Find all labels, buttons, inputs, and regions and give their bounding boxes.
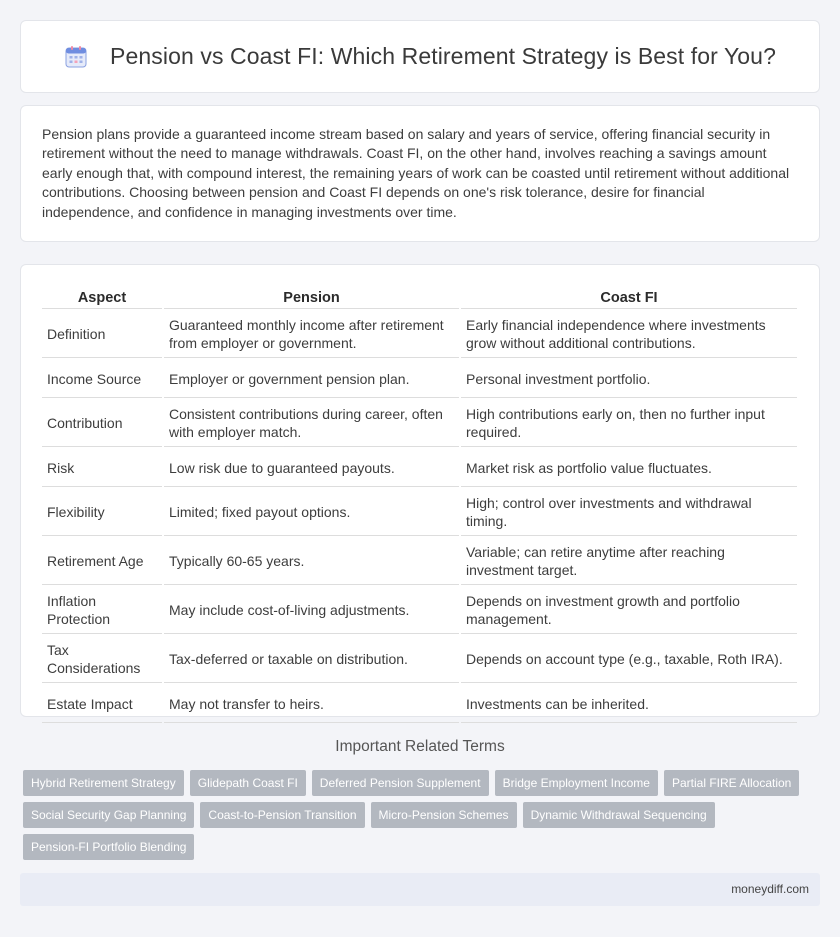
coast-fi-cell: Market risk as portfolio value fluctuates. [461,449,797,487]
aspect-cell: Flexibility [42,489,162,536]
pension-cell: Employer or government pension plan. [164,360,459,398]
coast-fi-cell: Depends on account type (e.g., taxable, Roth IRA). [461,636,797,683]
page-title: Pension vs Coast FI: Which Retirement Strategy is Best for You? [110,43,776,69]
table-row [42,360,797,398]
term-tag[interactable]: Micro-Pension Schemes [371,802,517,828]
pension-cell: May not transfer to heirs. [164,685,459,723]
footer-site-link[interactable]: moneydiff.com [731,882,809,896]
aspect-cell: Income Source [42,360,162,398]
header-pension: Pension [164,287,459,309]
table-row [42,587,797,634]
aspect-cell: Tax Considerations [42,636,162,683]
pension-cell: Typically 60-65 years. [164,538,459,585]
aspect-cell: Estate Impact [42,685,162,723]
pension-cell: Guaranteed monthly income after retirement from employer or government. [164,311,459,358]
header-aspect: Aspect [42,287,162,309]
intro-card [20,105,820,242]
aspect-cell: Contribution [42,400,162,447]
coast-fi-cell: Early financial independence where investments grow without additional contributions. [461,311,797,358]
related-terms-list [23,770,803,860]
coast-fi-cell: Depends on investment growth and portfolio management. [461,587,797,634]
aspect-cell: Risk [42,449,162,487]
pension-cell: Tax-deferred or taxable on distribution. [164,636,459,683]
table-row [42,400,797,447]
comparison-card [20,264,820,717]
term-tag[interactable]: Glidepath Coast FI [190,770,306,796]
coast-fi-cell: High; control over investments and withdrawal timing. [461,489,797,536]
term-tag[interactable]: Bridge Employment Income [495,770,658,796]
table-row [42,636,797,683]
term-tag[interactable]: Deferred Pension Supplement [312,770,489,796]
table-row [42,311,797,358]
pension-cell: Limited; fixed payout options. [164,489,459,536]
term-tag[interactable]: Social Security Gap Planning [23,802,194,828]
aspect-cell: Definition [42,311,162,358]
footer [20,873,820,906]
pension-cell: Low risk due to guaranteed payouts. [164,449,459,487]
coast-fi-cell: High contributions early on, then no further input required. [461,400,797,447]
pension-cell: Consistent contributions during career, often with employer match. [164,400,459,447]
aspect-cell: Inflation Protection [42,587,162,634]
calendar-icon [64,45,88,69]
term-tag[interactable]: Partial FIRE Allocation [664,770,799,796]
table-row [42,538,797,585]
table-header-row [42,287,797,309]
intro-text: Pension plans provide a guaranteed income stream based on salary and years of service, offering financial security in retirement without the need to manage withdrawals. Coast FI, on the other hand, involves reaching a savings amount early enough that, with compound interest, the remaining years of work can be coasted until retirement without additional contributions. Choosing between pension and Coast FI depends on one's risk tolerance, desire for financial independence, and confidence in managing investments over time. [42,126,790,220]
table-row [42,449,797,487]
header-card [20,20,820,93]
header-coast-fi: Coast FI [461,287,797,309]
term-tag[interactable]: Coast-to-Pension Transition [200,802,364,828]
term-tag[interactable]: Hybrid Retirement Strategy [23,770,184,796]
table-row [42,685,797,723]
aspect-cell: Retirement Age [42,538,162,585]
table-row [42,489,797,536]
coast-fi-cell: Personal investment portfolio. [461,360,797,398]
pension-cell: May include cost-of-living adjustments. [164,587,459,634]
coast-fi-cell: Variable; can retire anytime after reaching investment target. [461,538,797,585]
term-tag[interactable]: Pension-FI Portfolio Blending [23,834,194,860]
comparison-table [40,285,799,725]
related-terms-title: Important Related Terms [335,738,505,755]
term-tag[interactable]: Dynamic Withdrawal Sequencing [523,802,715,828]
coast-fi-cell: Investments can be inherited. [461,685,797,723]
